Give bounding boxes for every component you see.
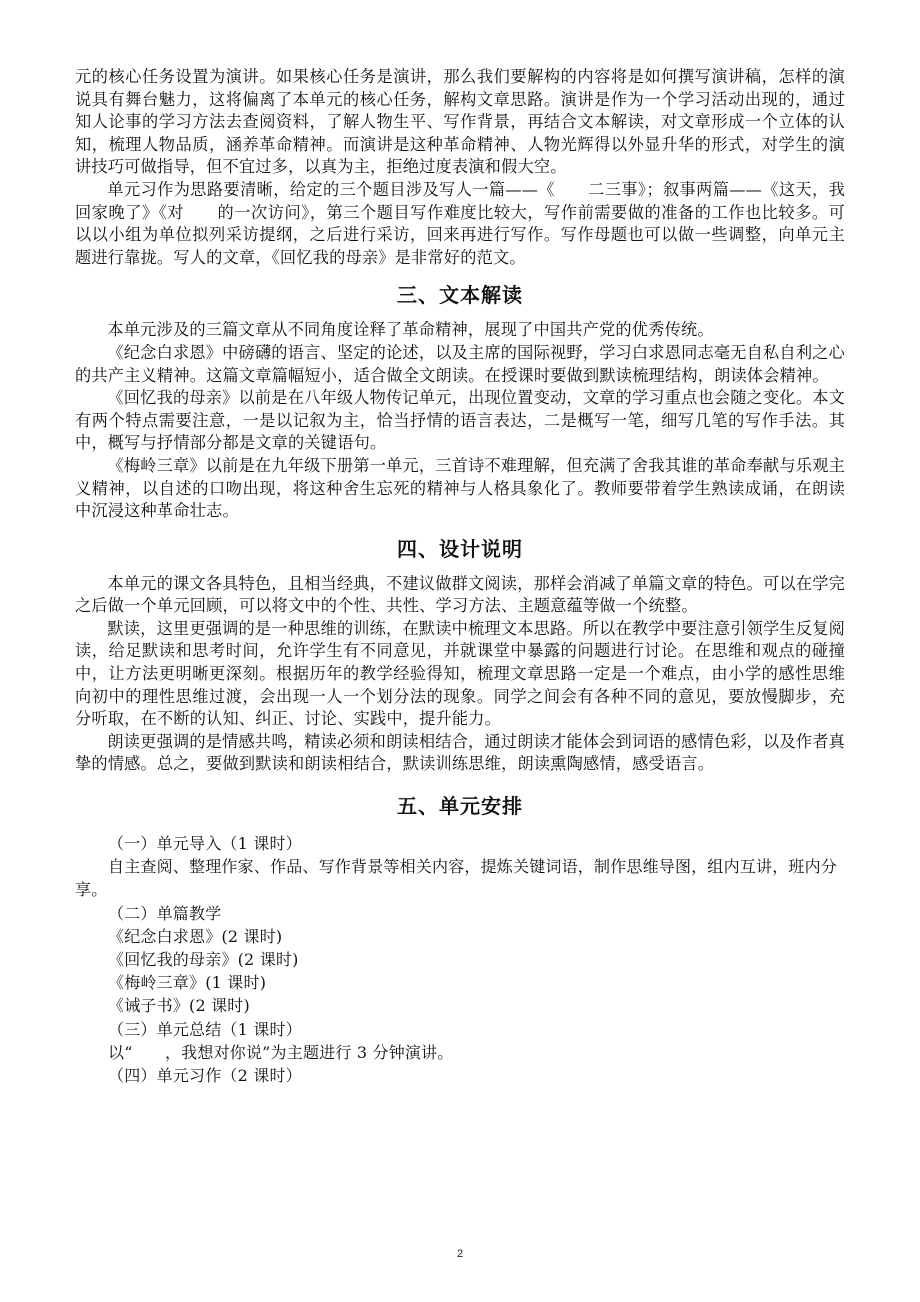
arrangement-item: （四）单元习作（2 课时） — [108, 1066, 302, 1086]
page-number: 2 — [456, 1248, 464, 1260]
body-paragraph: 《梅岭三章》以前是在九年级下册第一单元，三首诗不难理解，但充满了舍我其谁的革命奉献与乐观主义精神，以自述的口吻出现，将这种舍生忘死的精神与人格具象化了。教师要带着学生熟读成诵，在朗读中沉浸这种革命壮志。 — [75, 455, 845, 521]
lesson-item: 《梅岭三章》(1 课时) — [108, 973, 267, 993]
arrangement-description: 以“ ，我想对你说”为主题进行 3 分钟演讲。 — [108, 1042, 454, 1062]
body-paragraph: 本单元涉及的三篇文章从不同角度诠释了革命精神，展现了中国共产党的优秀传统。 — [107, 320, 714, 340]
body-paragraph: 元的核心任务设置为演讲。如果核心任务是演讲，那么我们要解构的内容将是如何撰写演讲稿，怎样的演说具有舞台魅力，这将偏离了本单元的核心任务，解构文章思路。演讲是作为一个学习活动出现的，通过知人论事的学习方法去查阅资料，了解人物生平、写作背景，再结合文本解读，对文章形成一个立体的认知，梳理人物品质，涵养革命精神。而演讲是这种革命精神、人物光辉得以外显升华的形式，对学生的演讲技巧可做指导，但不宜过多，以真为主，拒绝过度表演和假大空。 — [75, 67, 845, 177]
body-paragraph: 单元习作为思路要清晰，给定的三个题目涉及写人一篇——《 二三事》；叙事两篇——《这天，我回家晚了》《对 的一次访问》，第三个题目写作难度比较大，写作前需要做的准备的工作也比较多。可以以小组为单位拟列采访提纲，之后进行采访，回来再进行写作。写作母题也可以做一些调整，向单元主题进行靠拢。写人的文章，《回忆我的母亲》是非常好的范文。 — [75, 179, 845, 267]
lesson-item: 《回忆我的母亲》(2 课时) — [108, 950, 299, 970]
section-heading-unit-arrangement: 五、单元安排 — [397, 794, 523, 819]
arrangement-item: （一）单元导入（1 课时） — [108, 834, 302, 854]
body-paragraph: 《回忆我的母亲》以前是在八年级人物传记单元，出现位置变动，文章的学习重点也会随之变化。本文有两个特点需要注意，一是以记叙为主，恰当抒情的语言表达，二是概写一笔，细写几笔的写作手法。其中，概写与抒情部分都是文章的关键语句。 — [75, 388, 845, 453]
section-heading-text-reading: 三、文本解读 — [397, 283, 523, 308]
arrangement-item: （二）单篇教学 — [108, 903, 222, 923]
body-paragraph: 默读，这里更强调的是一种思维的训练，在默读中梳理文本思路。所以在教学中要注意引领学生反复阅读，给足默读和思考时间，允许学生有不同意见，并就课堂中暴露的问题进行讨论。在思维和观点的碰撞中，让方法更明晰更深刻。根据历年的教学经验得知，梳理文章思路一定是一个难点，由小学的感性思维向初中的理性思维过渡，会出现一人一个划分法的现象。同学之间会有各种不同的意见，要放慢脚步，充分听取，在不断的认知、纠正、讨论、实践中，提升能力。 — [75, 618, 845, 729]
arrangement-item: （三）单元总结（1 课时） — [108, 1019, 302, 1039]
lesson-item: 《纪念白求恩》(2 课时) — [108, 926, 283, 946]
lesson-item: 《诫子书》(2 课时) — [108, 996, 250, 1016]
body-paragraph: 《纪念白求恩》中磅礴的语言、坚定的论述，以及主席的国际视野，学习白求恩同志毫无自私自利之心的共产主义精神。这篇文章篇幅短小，适合做全文朗读。在授课时要做到默读梳理结构，朗读体会精神。 — [75, 342, 845, 385]
body-paragraph: 本单元的课文各具特色，且相当经典，不建议做群文阅读，那样会消减了单篇文章的特色。可以在学完之后做一个单元回顾，可以将文中的个性、共性、学习方法、主题意蕴等做一个统整。 — [75, 573, 845, 616]
section-heading-design-notes: 四、设计说明 — [397, 536, 523, 561]
arrangement-description: 自主查阅、整理作家、作品、写作背景等相关内容，提炼关键词语，制作思维导图，组内互讲，班内分享。 — [75, 857, 838, 900]
body-paragraph: 朗读更强调的是情感共鸣，精读必须和朗读相结合，通过朗读才能体会到词语的感情色彩，以及作者真挚的情感。总之，要做到默读和朗读相结合，默读训练思维，朗读熏陶感情，感受语言。 — [75, 731, 845, 774]
